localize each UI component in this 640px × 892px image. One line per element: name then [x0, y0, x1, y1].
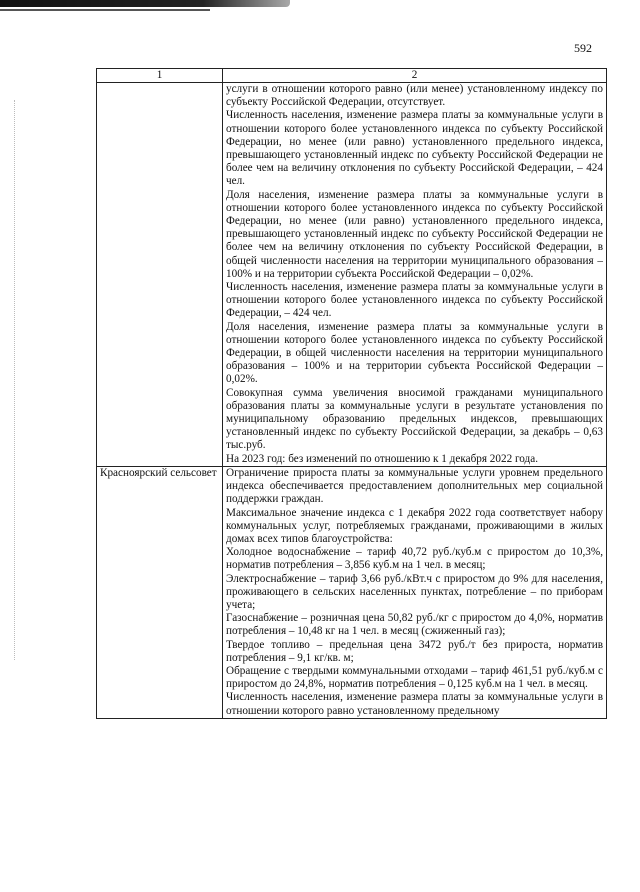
- scan-artifact-line: [0, 9, 210, 11]
- header-col-1: 1: [97, 69, 223, 83]
- content-cell: [223, 466, 607, 718]
- paragraph: услуги в отношении которого равно (или менее) установленному индексу по субъекту Российской Федерации, отсутствует.: [226, 83, 603, 109]
- table-header-row: [97, 69, 607, 83]
- table-row: [97, 466, 607, 718]
- paragraph: Численность населения, изменение размера платы за коммунальные услуги в отношении которого равно установленному предельному: [226, 691, 603, 717]
- content-cell: [223, 83, 607, 467]
- paragraph: Обращение с твердыми коммунальными отходами – тариф 461,51 руб./куб.м с приростом до 24,8%, норматив потребления – 0,125 куб.м на 1 чел. в месяц.: [226, 664, 603, 691]
- paragraph: Электроснабжение – тариф 3,66 руб./кВт.ч с приростом до 9% для населения, проживающего в сельских населенных пунктах, потребление – по приборам учета;: [226, 572, 603, 611]
- scan-artifact-bar: [0, 0, 290, 7]
- margin-dotted-line: [14, 100, 16, 660]
- header-col-2: 2: [223, 69, 607, 83]
- paragraph: Доля населения, изменение размера платы за коммунальные услуги в отношении которого более установленного индекса по субъекту Российской Федерации, но менее (или равно) установленного предельного индекса, превышающего установленный индекс по субъекту Российской Федерации не более чем на величину отклонения по субъекту Российской Федерации, в общей численности населения на территории муниципального образования – 100% и на территории субъекта Российской Федерации – 0,02%.: [226, 188, 603, 280]
- paragraph: Ограничение прироста платы за коммунальные услуги уровнем предельного индекса обеспечивается предоставлением дополнительных мер социальной поддержки граждан.: [226, 466, 603, 506]
- page-number: 592: [574, 41, 592, 55]
- region-cell: [97, 83, 223, 467]
- paragraph: Доля населения, изменение размера платы за коммунальные услуги в отношении которого более установленного индекса по субъекту Российской Федерации, в общей численности населения на территории муниципального образования – 100% и на территории субъекта Российской Федерации – 0,02%.: [226, 320, 603, 386]
- paragraph: Численность населения, изменение размера платы за коммунальные услуги в отношении которого более установленного индекса по субъекту Российской Федерации, но менее (или равно) установленного предельного индекса, превышающего установленный индекс по субъекту Российской Федерации не более чем на величину отклонения по субъекту Российской Федерации, – 424 чел.: [226, 109, 603, 188]
- region-cell: Красноярский сельсовет: [97, 466, 223, 718]
- table-row: [97, 83, 607, 467]
- paragraph: На 2023 год: без изменений по отношению к 1 декабря 2022 года.: [226, 452, 539, 465]
- paragraph: Совокупная сумма увеличения вносимой гражданами муниципального образования платы за коммунальные услуги в результате установления по муниципальному образованию предельных индексов, превышающих установленный индекс по субъекту Российской Федерации, за декабрь – 0,63 тыс.руб.: [226, 386, 603, 452]
- paragraph: Твердое топливо – предельная цена 3472 руб./т без прироста, норматив потребления – 9,1 кг/кв. м;: [226, 638, 603, 664]
- paragraph: Численность населения, изменение размера платы за коммунальные услуги в отношении которого более установленного индекса по субъекту Российской Федерации, – 424 чел.: [226, 281, 603, 320]
- paragraph: Газоснабжение – розничная цена 50,82 руб./кг с приростом до 4,0%, норматив потребления – 10,48 кг на 1 чел. в месяц (сжиженный газ);: [226, 612, 603, 638]
- data-table: [96, 68, 607, 719]
- paragraph: Максимальное значение индекса с 1 декабря 2022 года соответствует набору коммунальных услуг, потребляемых гражданами, проживающими в жилых домах всех типов благоустройства:: [226, 506, 603, 545]
- paragraph: Холодное водоснабжение – тариф 40,72 руб./куб.м с приростом до 10,3%, норматив потребления – 3,856 куб.м на 1 чел. в месяц;: [226, 546, 603, 572]
